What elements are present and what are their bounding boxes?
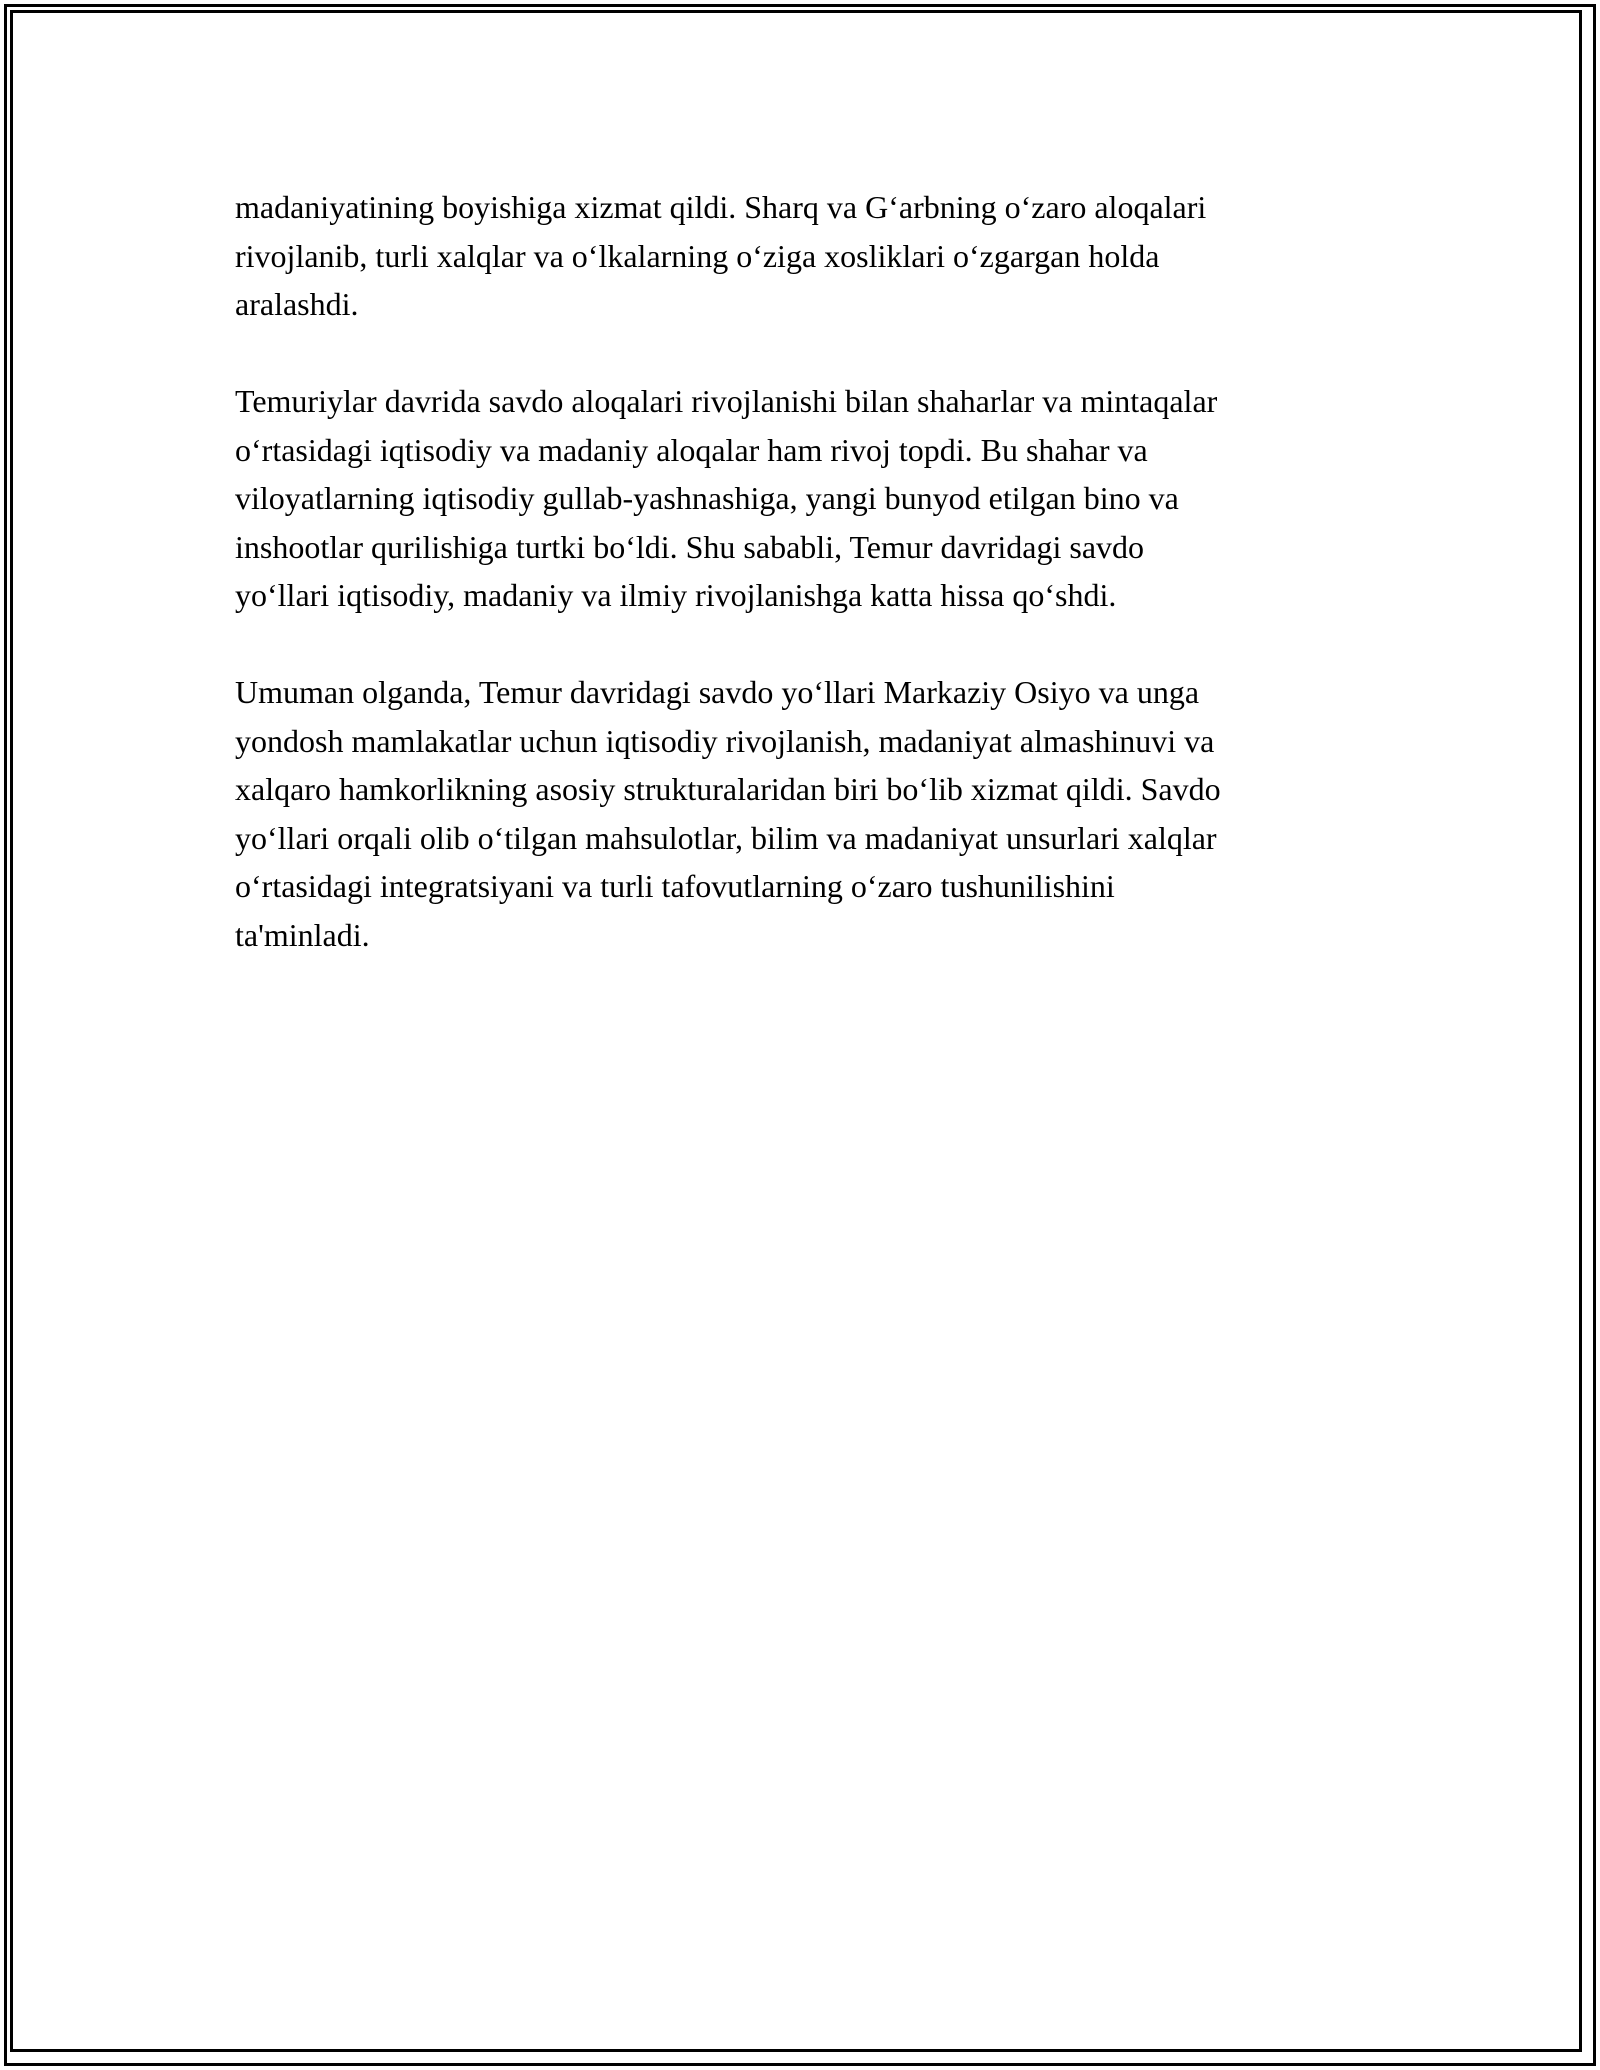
text-line: viloyatlarning iqtisodiy gullab-yashnashiga, yangi bunyod etilgan bino va bbox=[235, 480, 1179, 516]
text-line: o‘rtasidagi iqtisodiy va madaniy aloqalar ham rivoj topdi. Bu shahar va bbox=[235, 431, 1148, 468]
text-line: yondosh mamlakatlar uchun iqtisodiy rivojlanish, madaniyat almashinuvi va bbox=[235, 722, 1215, 759]
paragraph-1 bbox=[235, 183, 1385, 329]
text-line: yo‘llari iqtisodiy, madaniy va ilmiy rivojlanishga katta hissa qo‘shdi. bbox=[235, 577, 1117, 613]
text-line: rivojlanib, turli xalqlar va o‘lkalarning o‘ziga xosliklari o‘zgargan holda bbox=[235, 237, 1160, 274]
paragraph-3 bbox=[235, 668, 1385, 959]
text-line: madaniyatining boyishiga xizmat qildi. Sharq va G‘arbning o‘zaro aloqalari bbox=[235, 189, 1207, 225]
text-line: aralashdi. bbox=[235, 286, 359, 322]
text-line: ta'minladi. bbox=[235, 916, 370, 953]
text-line: yo‘llari orqali olib o‘tilgan mahsulotlar, bilim va madaniyat unsurlari xalqlar bbox=[235, 819, 1217, 856]
text-line: Umuman olganda, Temur davridagi savdo yo‘llari Markaziy Osiyo va unga bbox=[235, 674, 1200, 710]
paragraph-2 bbox=[235, 377, 1385, 620]
text-line: o‘rtasidagi integratsiyani va turli tafovutlarning o‘zaro tushunilishini bbox=[235, 868, 1115, 904]
text-line: Temuriylar davrida savdo aloqalari rivojlanishi bilan shaharlar va mintaqalar bbox=[235, 383, 1218, 419]
text-line: inshootlar qurilishiga turtki bo‘ldi. Shu sababli, Temur davridagi savdo bbox=[235, 528, 1145, 565]
text-line: xalqaro hamkorlikning asosiy strukturalaridan biri bo‘lib xizmat qildi. Savdo bbox=[235, 771, 1221, 807]
page-body bbox=[235, 183, 1385, 1008]
